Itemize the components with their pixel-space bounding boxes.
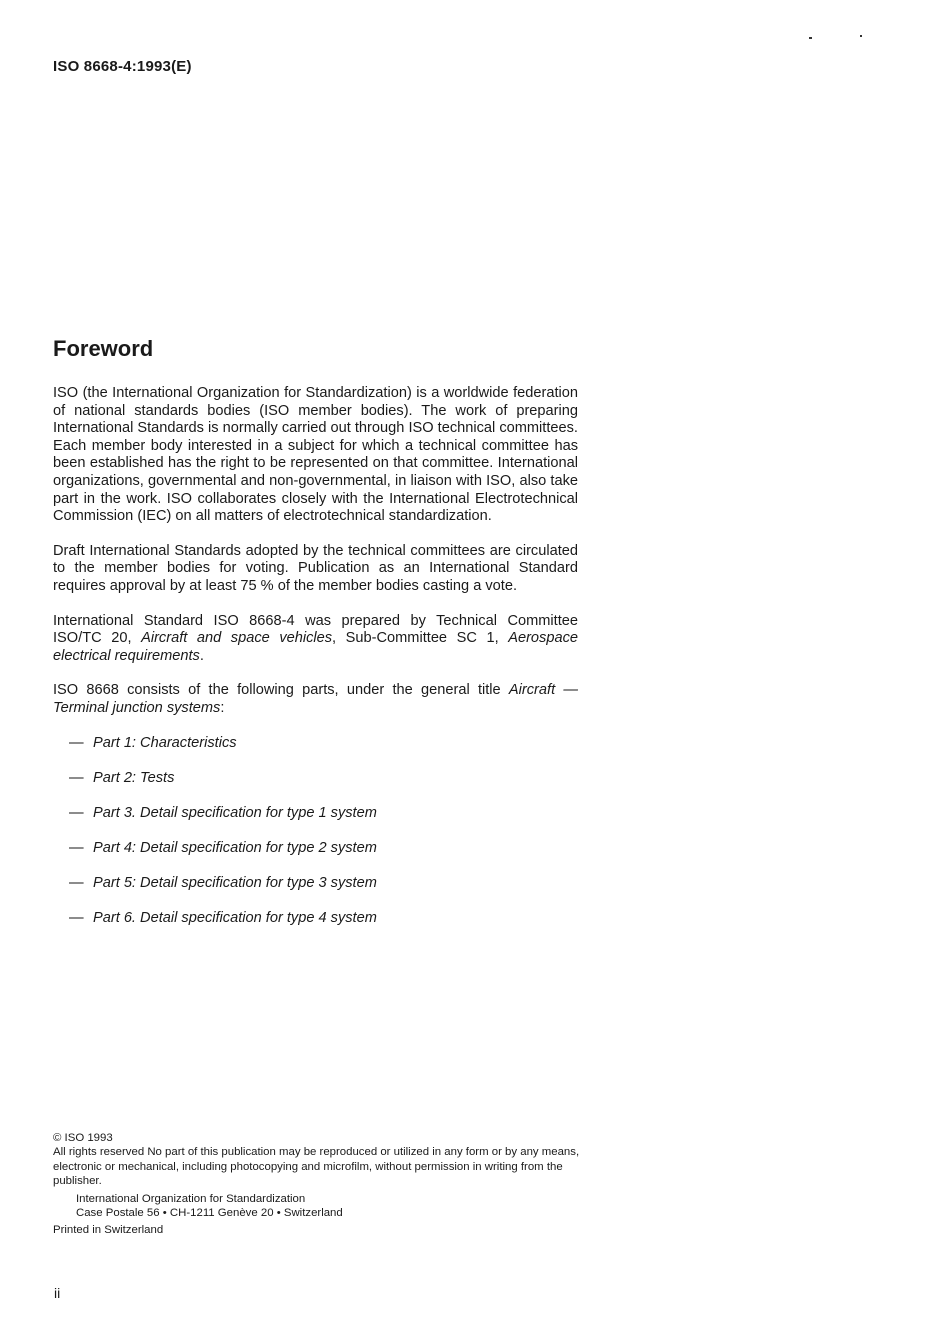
dash: — bbox=[69, 875, 84, 892]
printed-in: Printed in Switzerland bbox=[53, 1224, 164, 1237]
paragraph-about-iso: ISO (the International Organization for Standardization) is a worldwide federation of national standards bodies (ISO member bodies). The work of preparing International Standards is normally carried out through ISO technical committees. Each member body interested in a subject for which a technical committee has been established has the right to be represented on that committee. International organizations, governmental and non-governmental, in liaison with ISO, also take part in the work. ISO collaborates closely with the International Electrotechnical Commission (IEC) on all matters of electrotechnical standardization. bbox=[53, 385, 578, 525]
page-number: ii bbox=[54, 1285, 61, 1301]
list-item: — Part 1: Characteristics bbox=[69, 734, 237, 751]
list-item: — Part 3. Detail specification for type 1 system bbox=[69, 804, 377, 821]
list-item: — Part 2: Tests bbox=[69, 769, 175, 786]
document-id: ISO 8668-4:1993(E) bbox=[53, 58, 192, 75]
paragraph-draft-standards: Draft International Standards adopted by the technical committees are circulated to the member bodies for voting. Publication as an International Standard requires approval by at least 75 % of the member bodies casting a vote. bbox=[53, 542, 578, 594]
parts-list bbox=[53, 735, 578, 929]
dash: — bbox=[69, 734, 84, 751]
list-item: — Part 6. Detail specification for type 4 system bbox=[69, 910, 377, 927]
copyright-line: © ISO 1993 bbox=[53, 1132, 113, 1144]
page-title: Foreword bbox=[53, 336, 154, 361]
paragraph-preparation: International Standard ISO 8668-4 was prepared by Technical Committee ISO/TC 20, Aircraft and space vehicles, Sub-Committee SC 1, Aerospace electrical requirements. bbox=[53, 612, 578, 664]
scan-speck bbox=[809, 37, 812, 39]
foreword-body bbox=[53, 385, 578, 946]
list-item: — Part 5: Detail specification for type 3 system bbox=[69, 875, 377, 892]
rights-notice: All rights reserved No part of this publication may be reproduced or utilized in any form or by any means, electronic or mechanical, including photocopying and microfilm, without permission in writing from the publisher. bbox=[53, 1146, 580, 1188]
list-item: — Part 4: Detail specification for type 2 system bbox=[69, 840, 377, 857]
copyright-block bbox=[53, 1131, 588, 1238]
dash: — bbox=[69, 910, 84, 927]
dash: — bbox=[69, 804, 84, 821]
paragraph-parts-intro: ISO 8668 consists of the following parts, under the general title Aircraft — Terminal junction systems: bbox=[53, 682, 578, 716]
scan-speck bbox=[860, 35, 862, 37]
dash: — bbox=[69, 840, 84, 857]
publisher-address: Case Postale 56 • CH-1211 Genève 20 • Switzerland bbox=[76, 1207, 343, 1220]
publisher-name: International Organization for Standardization bbox=[76, 1192, 306, 1205]
dash: — bbox=[69, 769, 84, 786]
